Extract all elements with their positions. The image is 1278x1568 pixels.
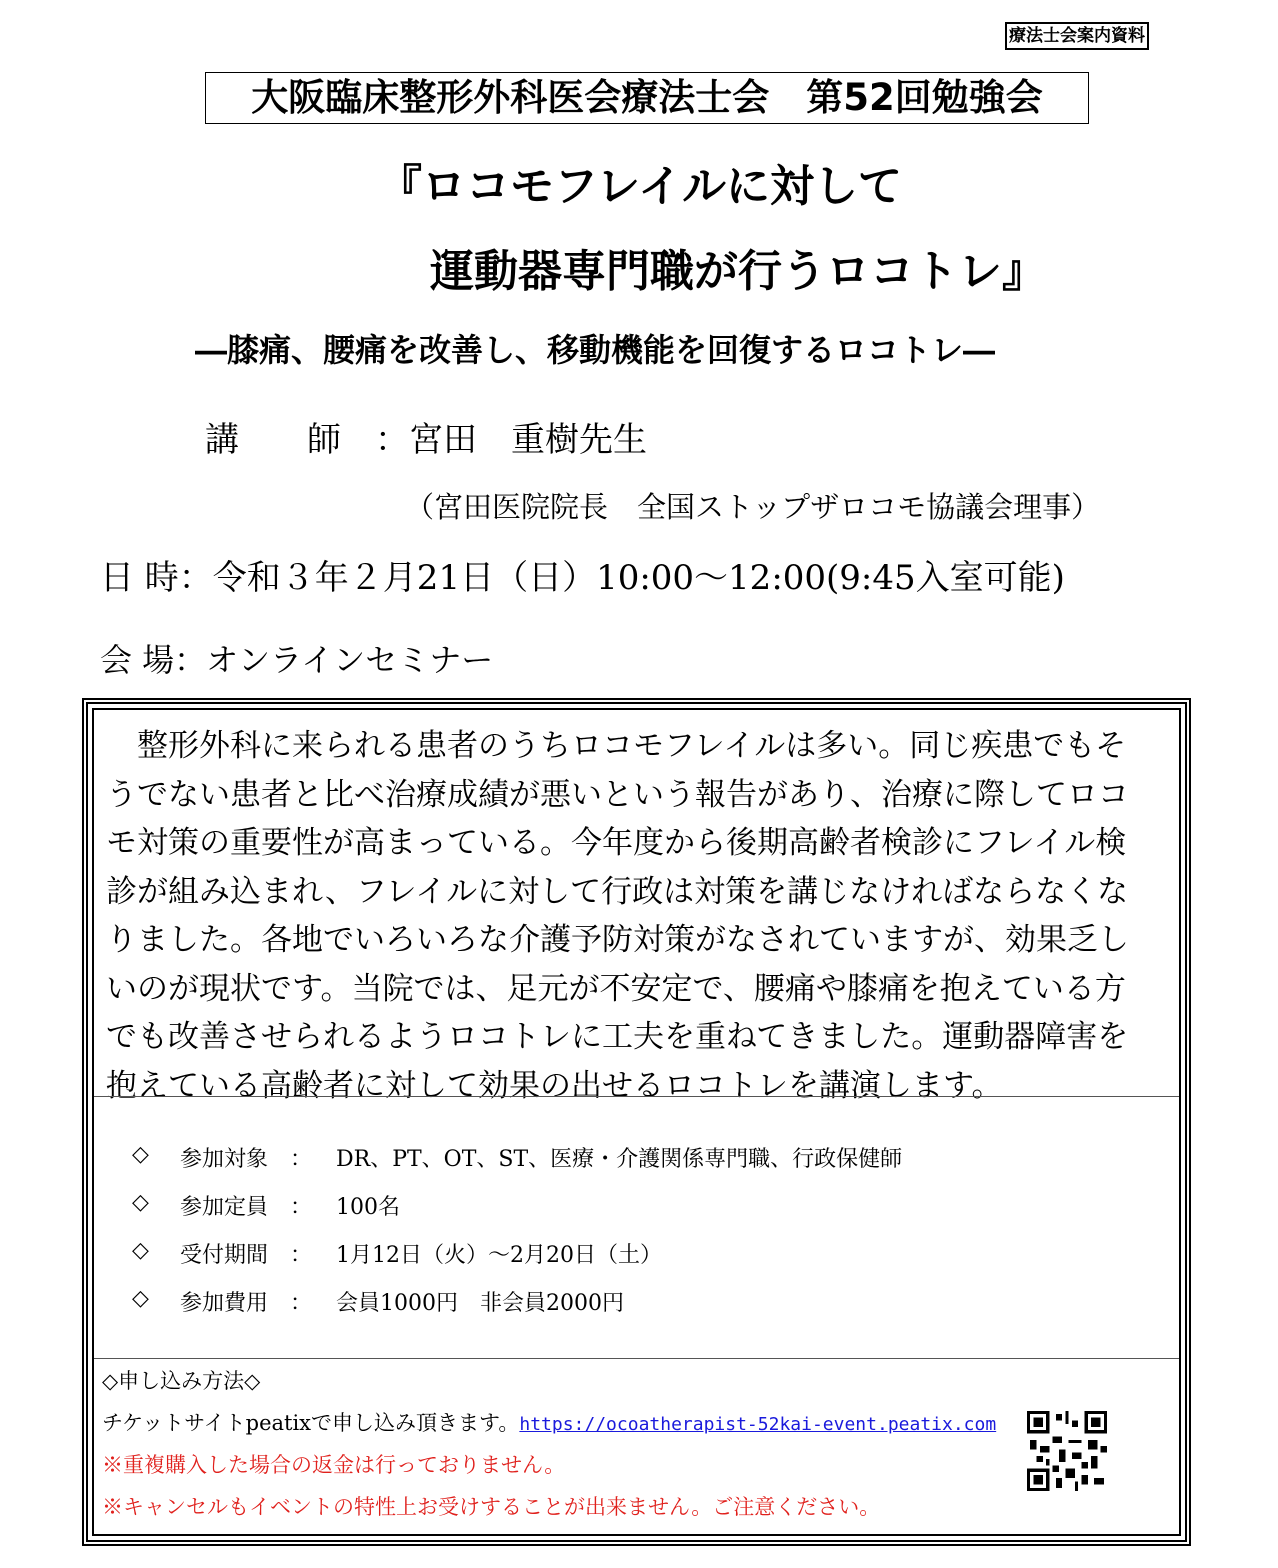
event-datetime: 日 時：令和３年２月21日（日）10:00～12:00(9:45入室可能) — [100, 558, 1065, 598]
subtitle: ―膝痛、腰痛を改善し、移動機能を回復するロコトレ― — [195, 331, 996, 369]
application-section — [94, 1358, 1179, 1534]
details-section — [94, 1096, 1179, 1359]
description-line: 診が組み込まれ、フレイルに対して行政は対策を講じなければならなくな — [106, 873, 1129, 910]
refund-note: ※重複購入した場合の返金は行っておりません。 — [102, 1453, 566, 1477]
info-box — [82, 698, 1191, 1546]
description-line: でも改善させられるようロコトレに工夫を重ねてきました。運動器障害を — [106, 1019, 1129, 1055]
detail-separator: ： — [290, 1195, 313, 1220]
diamond-icon: ◇ — [132, 1190, 149, 1215]
detail-value: 1月12日（火）～2月20日（土） — [336, 1243, 662, 1268]
document-tag: 療法士会案内資料 — [1005, 22, 1149, 50]
cancel-note: ※キャンセルもイベントの特性上お受けすることが出来ません。ご注意ください。 — [102, 1495, 881, 1519]
description-line: いのが現状です。当院では、足元が不安定で、腰痛や膝痛を抱えている方 — [106, 970, 1126, 1007]
description-line: うでない患者と比べ治療成績が悪いという報告があり、治療に際してロコ — [106, 776, 1129, 813]
description-line: モ対策の重要性が高まっている。今年度から後期高齢者検診にフレイル検 — [106, 825, 1127, 861]
detail-label: 参加費用 — [180, 1291, 269, 1316]
detail-separator: ： — [290, 1291, 313, 1316]
application-heading: ◇申し込み方法◇ — [102, 1369, 261, 1393]
main-title-line-2: 運動器専門職が行うロコトレ』 — [430, 246, 1046, 297]
application-text: チケットサイトpeatixで申し込み頂きます。 — [102, 1411, 520, 1435]
application-instructions — [102, 1407, 996, 1437]
description-line: 抱えている高齢者に対して効果の出せるロコトレを講演します。 — [106, 1067, 1003, 1104]
info-box-inner — [92, 708, 1181, 1536]
description-line: 整形外科に来られる患者のうちロコモフレイルは多い。同じ疾患でもそ — [106, 728, 1127, 764]
diamond-icon: ◇ — [132, 1238, 149, 1263]
event-venue: 会 場：オンラインセミナー — [100, 641, 494, 679]
detail-row — [132, 1238, 662, 1269]
detail-label: 参加対象 — [180, 1147, 269, 1172]
detail-value: 会員1000円 非会員2000円 — [336, 1291, 624, 1316]
detail-value: DR、PT、OT、ST、医療・介護関係専門職、行政保健師 — [336, 1147, 903, 1172]
detail-row — [132, 1190, 400, 1221]
detail-row — [132, 1286, 624, 1317]
lecturer: 講 師 ：宮田 重樹先生 — [205, 420, 647, 460]
diamond-icon: ◇ — [132, 1286, 149, 1311]
detail-label: 参加定員 — [180, 1195, 269, 1220]
detail-separator: ： — [290, 1243, 313, 1268]
qr-code-icon[interactable] — [1027, 1411, 1107, 1491]
organization-title: 大阪臨床整形外科医会療法士会 第52回勉強会 — [205, 72, 1089, 124]
description-line: りました。各地でいろいろな介護予防対策がなされていますが、効果乏し — [106, 922, 1129, 958]
lecturer-affiliation: （宮田医院院長 全国ストップザロコモ協議会理事） — [405, 490, 1101, 524]
detail-separator: ： — [290, 1147, 313, 1172]
main-title-line-1: 『ロコモフレイルに対して — [378, 161, 903, 212]
diamond-icon: ◇ — [132, 1142, 149, 1167]
peatix-link[interactable]: https://ocoatherapist-52kai-event.peatix.com — [519, 1414, 997, 1435]
description — [106, 722, 1129, 1110]
detail-label: 受付期間 — [180, 1243, 269, 1268]
detail-row — [132, 1142, 902, 1173]
detail-value: 100名 — [336, 1195, 400, 1220]
